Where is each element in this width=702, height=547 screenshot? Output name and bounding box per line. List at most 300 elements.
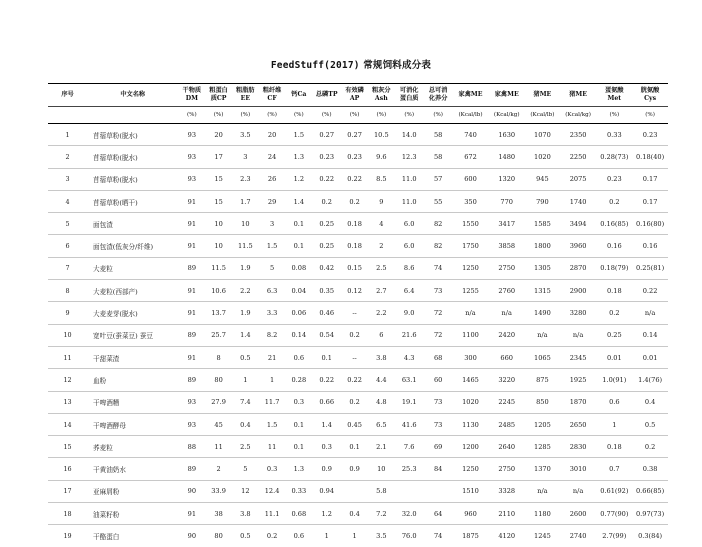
table-cell: 4 [368,213,395,235]
table-cell: n/a [488,302,525,324]
column-unit: (Kcal/kg) [488,107,525,124]
table-cell: 8 [205,346,232,368]
row-index: 14 [48,413,87,435]
table-cell: 0.22 [632,280,668,302]
table-cell: 6.3 [259,280,286,302]
table-cell: 11.5 [205,257,232,279]
table-cell: 0.1 [285,213,312,235]
table-cell: 20 [259,124,286,146]
table-cell: 1925 [560,369,597,391]
table-cell: 2345 [560,346,597,368]
table-cell: 10.5 [368,124,395,146]
table-cell: 0.17 [632,168,668,190]
table-cell: 0.1 [285,235,312,257]
table-cell: 1020 [525,146,560,168]
table-row [48,124,668,146]
table-cell: n/a [560,480,597,502]
table-cell: 80 [205,369,232,391]
table-cell: 0.3 [259,458,286,480]
table-cell: 1550 [453,213,489,235]
column-unit: (%) [368,107,395,124]
table-cell: 1 [324,531,329,540]
table-cell: 0.1 [285,436,312,458]
table-cell: 1.5 [259,413,286,435]
table-cell: 68 [424,346,453,368]
table-cell: 63.1 [395,369,424,391]
table-cell: 1.9 [232,257,259,279]
column-unit [48,107,87,124]
feed-name: 面包渣(低灰分/纤维) [87,235,178,257]
table-cell: 45 [205,413,232,435]
column-header-line: AP [349,95,360,102]
table-cell: 7.4 [232,391,259,413]
table-row [48,146,668,168]
table-cell: 7.2 [368,503,395,525]
table-cell: 1180 [525,503,560,525]
table-row [48,391,668,413]
table-cell: 1.2 [285,168,312,190]
table-cell: 1.4 [285,190,312,212]
table-cell: 3858 [488,235,525,257]
table-cell: n/a [632,302,668,324]
table-cell [424,480,453,502]
column-header-line: 蛋氨酸 [605,87,624,94]
table-cell: 11.0 [395,168,424,190]
column-header [285,84,312,107]
table-cell: 3 [259,213,286,235]
table-cell: 41.6 [395,413,424,435]
table-cell: 0.12 [341,280,368,302]
table-cell: 0.04 [285,280,312,302]
column-header-line: Met [607,95,622,102]
column-header-line: 蛋白质 [399,95,419,102]
table-cell: 1630 [488,124,525,146]
table-cell: 600 [453,168,489,190]
column-header-line: 干物质 [182,87,202,94]
table-cell: 1130 [453,413,489,435]
table-cell: 1245 [534,531,551,540]
table-cell: 1.9 [232,302,259,324]
feed-name: 干酪蛋白 [93,532,120,541]
table-cell: 0.61(92) [596,480,632,502]
column-header-line: CF [267,95,277,102]
column-unit: (%) [178,107,205,124]
table-cell: 8.5 [368,168,395,190]
table-cell: 33.9 [205,480,232,502]
table-cell: 72 [424,324,453,346]
table-cell: 93 [178,146,205,168]
row-index: 8 [48,280,87,302]
table-cell: 1510 [453,480,489,502]
table-cell: 38 [205,503,232,525]
table-cell: 32.0 [395,503,424,525]
table-cell: 12.3 [395,146,424,168]
table-cell: 2.2 [232,280,259,302]
table-cell: 3.5 [232,124,259,146]
column-header-line: EE [240,95,251,102]
table-cell: 88 [178,436,205,458]
column-header-line: 家禽ME [458,91,483,98]
column-unit: (%) [232,107,259,124]
table-row [48,235,668,257]
table-cell: 55 [424,190,453,212]
row-index: 19 [63,531,72,540]
table-cell: 2750 [488,257,525,279]
table-row [48,525,668,547]
table-cell [395,480,424,502]
table-cell: 2.5 [368,257,395,279]
column-header [87,84,178,107]
table-cell: 3.8 [232,503,259,525]
feed-composition-table [48,83,668,547]
table-cell: 0.6 [596,391,632,413]
table-cell: 1465 [453,369,489,391]
table-cell: 0.17 [632,190,668,212]
feed-name: 大麦粒 [87,257,178,279]
column-header-line: 钙Ca [291,91,307,98]
column-header-line: 总磷TP [315,91,338,98]
table-cell: 0.2 [266,531,278,540]
table-cell: 80 [214,531,223,540]
table-cell: 2830 [560,436,597,458]
table-row [48,257,668,279]
row-index: 10 [48,324,87,346]
table-cell: 17 [205,146,232,168]
table-cell: 0.14 [632,324,668,346]
column-unit: (%) [341,107,368,124]
table-cell: 1 [232,369,259,391]
table-cell: 740 [453,124,489,146]
table-cell: 0.18 [596,280,632,302]
table-cell: 91 [178,235,205,257]
table-cell: 0.2 [341,391,368,413]
table-cell: 1 [596,413,632,435]
column-header-line: 粗脂肪 [236,87,255,94]
table-cell: 0.25 [312,213,341,235]
table-cell: 3 [232,146,259,168]
table-cell: 2.5 [232,436,259,458]
table-cell: 1490 [525,302,560,324]
table-cell: 0.46 [312,302,341,324]
row-index: 17 [48,480,87,502]
table-cell: 0.45 [341,413,368,435]
table-cell: 64 [424,503,453,525]
table-cell: 1255 [453,280,489,302]
column-header [488,84,525,107]
table-cell: 960 [453,503,489,525]
table-cell: 2 [205,458,232,480]
table-cell: 4.4 [368,369,395,391]
table-cell: 350 [453,190,489,212]
table-cell: 0.6 [285,346,312,368]
table-cell: 1750 [453,235,489,257]
table-cell: 0.4 [232,413,259,435]
column-unit: (%) [395,107,424,124]
column-header [632,84,668,107]
table-cell: 91 [178,346,205,368]
table-cell: 3280 [560,302,597,324]
column-unit: (Kcal/kg) [560,107,597,124]
table-cell: 93 [178,413,205,435]
table-cell: 0.9 [341,458,368,480]
table-cell: 0.3 [312,436,341,458]
column-header-line: 中文名称 [120,91,146,98]
table-cell: 3417 [488,213,525,235]
table-cell: 73 [424,413,453,435]
table-cell: 89 [178,458,205,480]
column-header [525,84,560,107]
table-cell: 3.5 [376,531,387,540]
table-row [48,324,668,346]
table-cell: 0.9 [312,458,341,480]
table-cell: 9.0 [395,302,424,324]
table-cell: 6 [368,324,395,346]
feed-name: 苜蓿草粉(晒干) [87,190,178,212]
table-row [48,413,668,435]
table-body [48,124,668,547]
table-cell: 1.4(76) [632,369,668,391]
row-index: 6 [48,235,87,257]
table-cell: 1250 [453,257,489,279]
table-cell: 69 [424,436,453,458]
table-cell: 2650 [560,413,597,435]
column-header-line: Ash [374,95,388,102]
table-cell: 15 [205,168,232,190]
table-cell: 93 [178,168,205,190]
column-unit: (%) [596,107,632,124]
table-cell: 1875 [462,531,479,540]
table-row [48,190,668,212]
table-cell: 1305 [525,257,560,279]
table-cell: 0.27 [341,124,368,146]
table-cell: 91 [178,503,205,525]
table-cell: 1.7 [232,190,259,212]
table-cell: 3960 [560,235,597,257]
column-header-line: 猪ME [569,91,587,98]
table-row [48,302,668,324]
table-cell: 0.1 [285,413,312,435]
table-cell: 2760 [488,280,525,302]
table-cell: 0.18 [341,235,368,257]
table-cell: 84 [424,458,453,480]
column-unit: (Kcal/lb) [453,107,489,124]
table-cell: 0.23 [596,168,632,190]
table-cell: 0.3 [285,391,312,413]
table-cell: 29 [259,190,286,212]
table-cell: 0.01 [632,346,668,368]
page-title [0,57,702,71]
table-cell: 2900 [560,280,597,302]
table-cell: 82 [424,235,453,257]
table-row [48,369,668,391]
table-cell: 300 [453,346,489,368]
table-cell: 1200 [453,436,489,458]
table-cell: 2.1 [368,436,395,458]
table-cell: 5 [259,257,286,279]
column-header [205,84,232,107]
table-cell: 2 [368,235,395,257]
column-header [596,84,632,107]
table-cell: 1.3 [285,458,312,480]
table-cell: 6.4 [395,280,424,302]
title-code: FeedStuff(2017) [270,60,360,71]
table-cell: 0.94 [312,480,341,502]
table-cell: 1320 [488,168,525,190]
table-cell: 11.0 [395,190,424,212]
table-cell: 11.7 [259,391,286,413]
table-cell: 1070 [525,124,560,146]
table-cell: 0.22 [312,168,341,190]
table-cell: 2600 [560,503,597,525]
table-cell: 6.5 [368,413,395,435]
column-header [178,84,205,107]
table-cell: 0.2 [312,190,341,212]
column-header-line: Cys [644,95,657,102]
table-cell: 12 [232,480,259,502]
table-cell: 1585 [525,213,560,235]
table-cell: 5.8 [368,480,395,502]
row-index: 1 [48,124,87,146]
table-cell: 0.5 [240,531,251,540]
table-cell: n/a [525,480,560,502]
table-cell: 2.7(99) [602,531,627,540]
table-cell: 4.3 [395,346,424,368]
table-cell: 73 [424,391,453,413]
table-cell: 73 [424,280,453,302]
table-cell: 58 [424,124,453,146]
table-cell: 0.6 [293,531,305,540]
table-cell: 0.5 [232,346,259,368]
table-cell: 0.66 [312,391,341,413]
table-row [48,436,668,458]
table-cell: 2250 [560,146,597,168]
table-cell: 14.0 [395,124,424,146]
table-cell: 0.16 [596,235,632,257]
table-cell: 1800 [525,235,560,257]
table-cell: 19.1 [395,391,424,413]
table-cell: 0.2 [632,436,668,458]
table-cell: 1205 [525,413,560,435]
column-header-line: 粗蛋白 [209,87,228,94]
column-header [341,84,368,107]
table-cell: 850 [525,391,560,413]
units-row [48,107,668,124]
table-cell: n/a [560,324,597,346]
table-cell: 60 [424,369,453,391]
table-cell: 6.0 [395,235,424,257]
row-index: 16 [48,458,87,480]
table-cell: 1 [259,369,286,391]
column-header [424,84,453,107]
table-cell: 10 [368,458,395,480]
table-cell: 0.3(84) [638,531,663,540]
row-index: 3 [48,168,87,190]
table-cell: 0.16(85) [596,213,632,235]
table-cell: 1100 [453,324,489,346]
table-cell: 1315 [525,280,560,302]
column-header [453,84,489,107]
table-cell: 0.77(90) [596,503,632,525]
table-cell: 0.22 [341,369,368,391]
table-cell: 0.27 [312,124,341,146]
table-cell: 3220 [488,369,525,391]
table-cell: 8.6 [395,257,424,279]
table-cell: 1285 [525,436,560,458]
table-cell: 27.9 [205,391,232,413]
table-cell: n/a [525,324,560,346]
title-text: 常规饲料成分表 [363,60,432,71]
table-cell: 1870 [560,391,597,413]
table-cell: 2.2 [368,302,395,324]
table-cell: 0.25 [596,324,632,346]
table-cell: 0.54 [312,324,341,346]
column-header-line: 粗灰分 [372,87,391,94]
table-cell: 660 [488,346,525,368]
table-cell: 26 [259,168,286,190]
table-cell: 10 [205,235,232,257]
table-cell: 0.97(73) [632,503,668,525]
row-index: 4 [48,190,87,212]
column-header-line: DM [185,95,198,102]
table-cell: -- [341,346,368,368]
table-cell: 0.15 [341,257,368,279]
table-cell: 7.6 [395,436,424,458]
table-cell: 2075 [560,168,597,190]
table-cell: 10 [205,213,232,235]
table-cell: 25.3 [395,458,424,480]
feed-name: 面包渣 [87,213,178,235]
feed-name: 血粉 [87,369,178,391]
table-cell: 0.16(80) [632,213,668,235]
table-cell: 1.5 [259,235,286,257]
feed-name: 宽叶豆(蚕菜豆) 蚕豆 [87,324,178,346]
column-header-line: 序号 [61,91,74,98]
table-cell: 3.8 [368,346,395,368]
table-cell: 21.6 [395,324,424,346]
column-header [48,84,87,107]
column-header-line: 家禽ME [494,91,519,98]
table-cell: 2485 [488,413,525,435]
table-cell: 9 [368,190,395,212]
table-cell: 1370 [525,458,560,480]
table-cell: -- [341,302,368,324]
table-cell: 0.22 [312,369,341,391]
table-cell: 0.2 [341,324,368,346]
table-cell: 4120 [498,531,516,540]
table-row [48,458,668,480]
table-row [48,213,668,235]
table-cell: 0.16 [632,235,668,257]
table-cell: 3494 [560,213,597,235]
row-index: 7 [48,257,87,279]
table-cell: 0.23 [632,124,668,146]
row-index: 12 [48,369,87,391]
table-cell: 0.18(40) [632,146,668,168]
feed-name: 干啤酒糟 [87,391,178,413]
table-cell: 0.35 [312,280,341,302]
table-cell: 2750 [488,458,525,480]
table-cell: 11 [205,436,232,458]
column-header-line: 有效磷 [345,87,364,94]
table-cell: 90 [187,531,197,540]
table-cell: 0.1 [341,436,368,458]
column-header [312,84,341,107]
table-cell: 89 [178,257,205,279]
feed-name: 干黄油奶水 [87,458,178,480]
table-cell: 1.0(91) [596,369,632,391]
table-cell: 6.0 [395,213,424,235]
table-cell: 9.6 [368,146,395,168]
